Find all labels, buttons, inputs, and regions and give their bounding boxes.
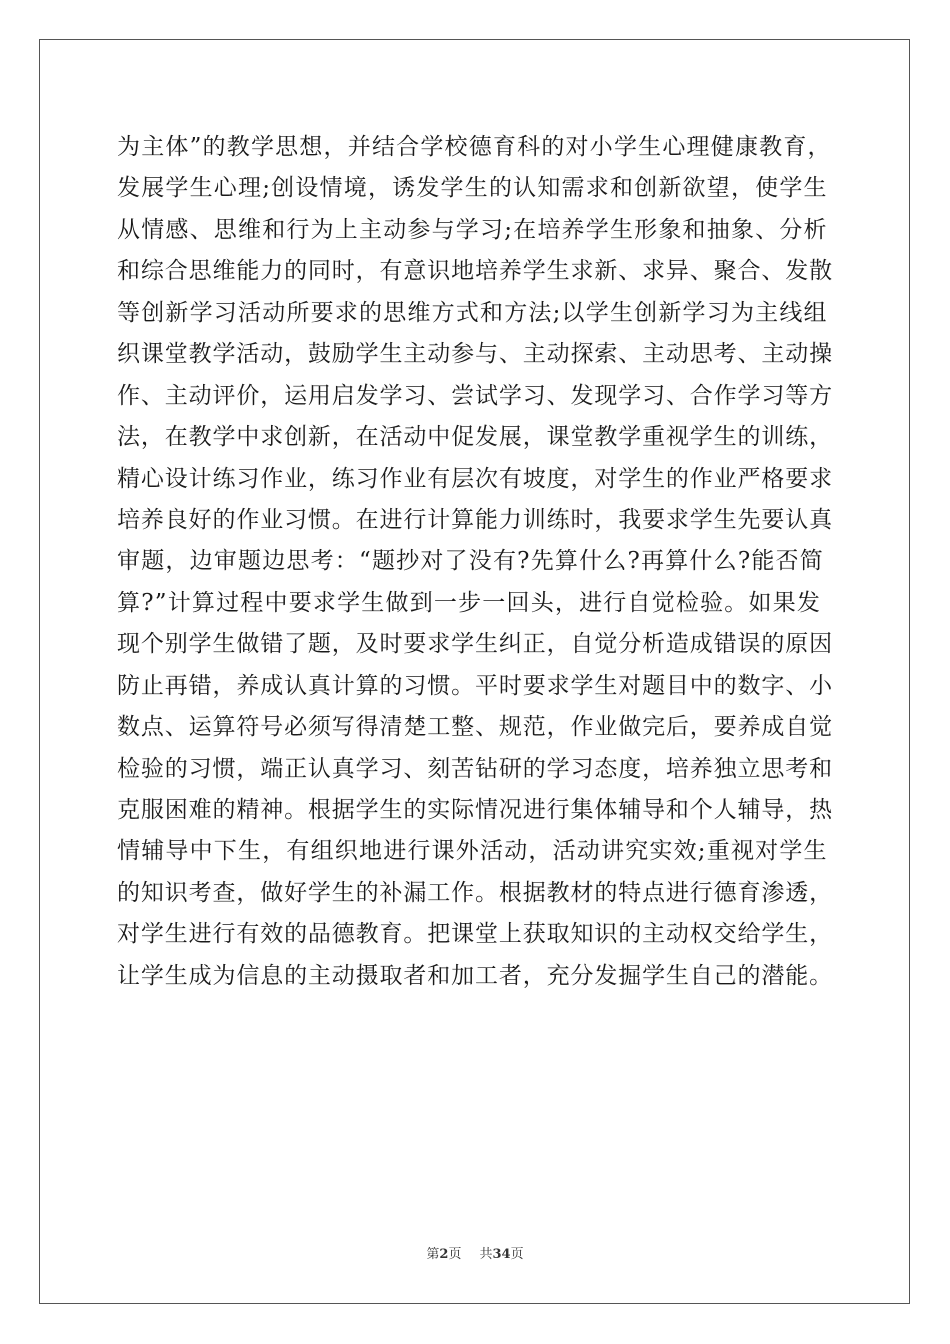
page-suffix: 页 (448, 1247, 462, 1262)
text-line: 作、主动评价，运用启发学习、尝试学习、发现学习、合作学习等方 (117, 382, 833, 409)
total-suffix: 页 (510, 1247, 524, 1262)
text-line: 为主体”的教学思想，并结合学校德育科的对小学生心理健康教育， (117, 134, 832, 160)
total-prefix: 共 (479, 1247, 493, 1262)
document-body (117, 127, 833, 997)
text-line: 检验的习惯，端正认真学习、刻苦钻研的学习态度，培养独立思考和 (117, 755, 833, 782)
text-line: 算?”计算过程中要求学生做到一步一回头，进行自觉检验。如果发 (117, 589, 822, 616)
text-line: 数点、运算符号必须写得清楚工整、规范，作业做完后，要养成自觉 (117, 714, 833, 741)
text-line: 情辅导中下生，有组织地进行课外活动，活动讲究实效;重视对学生 (117, 838, 828, 865)
page-number: 2 (439, 1247, 449, 1262)
text-line: 克服困难的精神。根据学生的实际情况进行集体辅导和个人辅导，热 (117, 797, 833, 823)
text-line: 审题，边审题边思考：“题抄对了没有?先算什么?再算什么?能否简 (117, 548, 824, 575)
text-line: 让学生成为信息的主动摄取者和加工者，充分发掘学生自己的潜能。 (117, 962, 833, 989)
text-line: 发展学生心理;创设情境，诱发学生的认知需求和创新欲望，使学生 (117, 175, 828, 202)
text-line: 和综合思维能力的同时，有意识地培养学生求新、求异、聚合、发散 (117, 258, 833, 285)
text-line: 织课堂教学活动，鼓励学生主动参与、主动探索、主动思考、主动操 (117, 341, 833, 368)
page-prefix: 第 (426, 1247, 440, 1262)
total-pages: 34 (492, 1247, 511, 1262)
text-line: 对学生进行有效的品德教育。把课堂上获取知识的主动权交给学生， (117, 921, 833, 948)
text-line: 培养良好的作业习惯。在进行计算能力训练时，我要求学生先要认真 (117, 506, 833, 533)
text-line: 精心设计练习作业，练习作业有层次有坡度，对学生的作业严格要求 (117, 465, 833, 492)
page-footer (0, 1243, 950, 1262)
text-line: 等创新学习活动所要求的思维方式和方法;以学生创新学习为主线组 (117, 299, 828, 326)
text-line: 现个别学生做错了题，及时要求学生纠正，自觉分析造成错误的原因 (117, 631, 833, 658)
text-line: 的知识考查，做好学生的补漏工作。根据教材的特点进行德育渗透， (117, 879, 833, 906)
text-line: 从情感、思维和行为上主动参与学习;在培养学生形象和抽象、分析 (117, 216, 828, 243)
text-line: 法，在教学中求创新，在活动中促发展，课堂教学重视学生的训练， (117, 424, 833, 451)
text-line: 防止再错，养成认真计算的习惯。平时要求学生对题目中的数字、小 (117, 672, 833, 699)
